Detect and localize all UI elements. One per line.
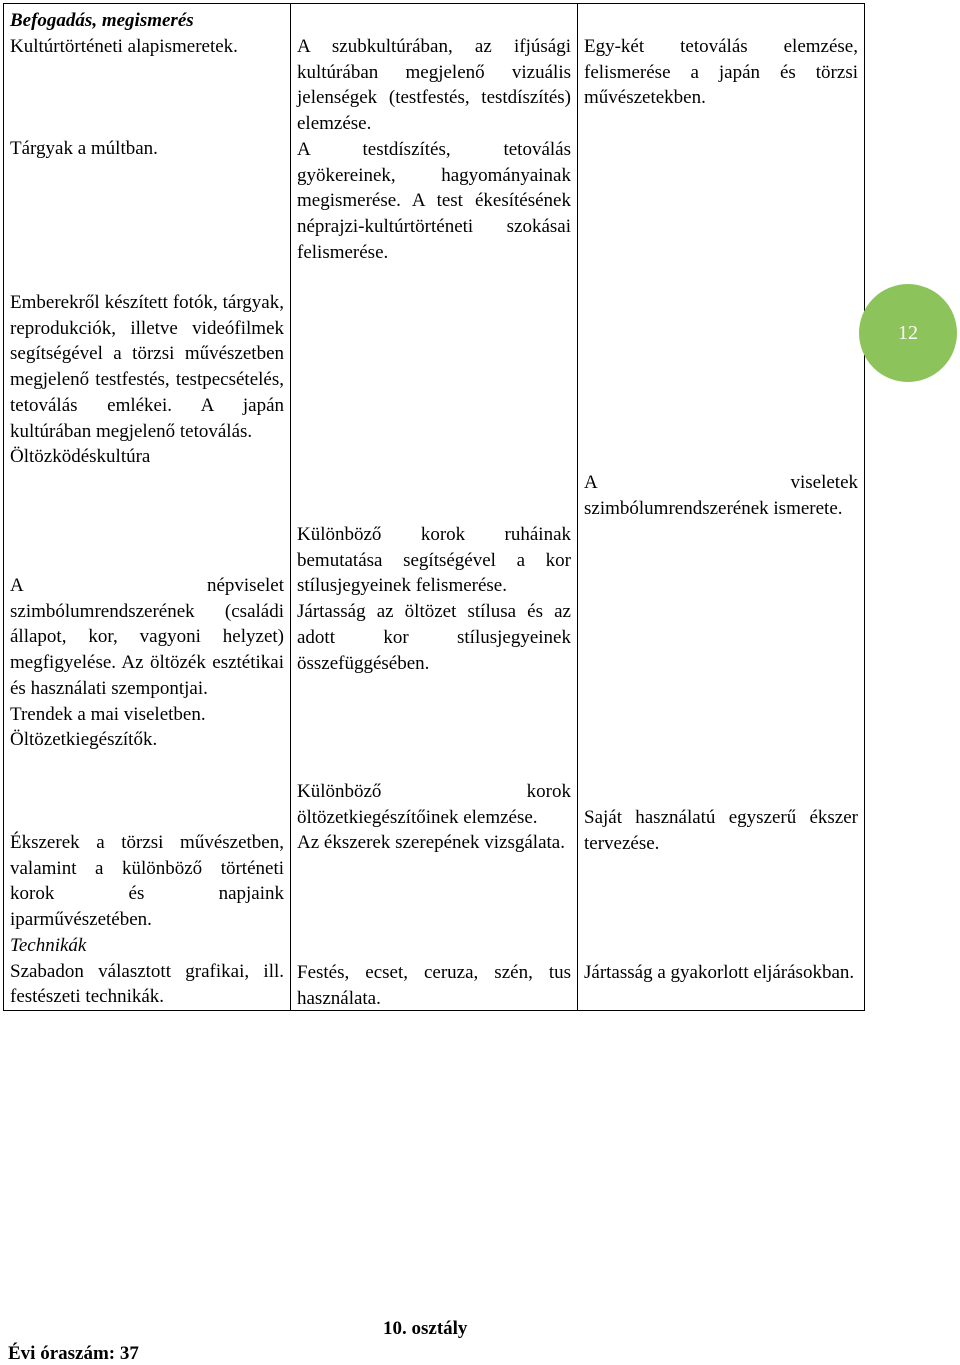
- page-number: 12: [898, 321, 918, 344]
- col2-block-techniques: [297, 960, 571, 1011]
- paragraph: Különböző korok ruháinak bemutatása segítségével a kor stílusjegyeinek felismerése.: [297, 524, 571, 597]
- col3-block-tattoo: [584, 34, 858, 111]
- paragraph: Jártasság az öltözet stílusa és az adott kor stílusjegyeinek összefüggésében.: [297, 601, 571, 674]
- paragraph: Ékszerek a törzsi művészetben, valamint a különböző történeti korok és napjaink iparművészetében.: [10, 832, 284, 931]
- text-line: Öltözködéskultúra: [10, 446, 151, 468]
- paragraph: Különböző korok öltözetkiegészítőinek elemzése.: [297, 781, 571, 828]
- col3-block-practice: [584, 960, 858, 986]
- text-line: Tárgyak a múltban.: [10, 138, 158, 159]
- col2-block-accessories: [297, 779, 571, 856]
- paragraph: A testdíszítés, tetoválás gyökereinek, hagyományainak megismerése. A test ékesítésének néprajzi-kultúrtörténeti szokásai felismerése.: [297, 138, 571, 263]
- paragraph: A szubkultúrában, az ifjúsági kultúrában megjelenő vizuális jelenségek (testfestés, testdíszítés) elemzése.: [297, 36, 571, 135]
- col1-block-objects: [10, 136, 284, 162]
- col1-block-intro: [10, 8, 284, 59]
- column-activities: [291, 4, 578, 1011]
- col2-block-clothing: [297, 522, 571, 676]
- column-outcomes: [578, 4, 865, 1011]
- paragraph: Szabadon választott grafikai, ill. festészeti technikák.: [10, 960, 284, 1008]
- col2-block-subculture: [297, 34, 571, 265]
- paragraph: Saját használatú egyszerű ékszer tervezése.: [584, 807, 858, 854]
- paragraph: A népviselet szimbólumrendszerének (családi állapot, kor, vagyoni helyzet) megfigyelése. Az öltözék esztétikai és használati szempontjai.: [10, 575, 284, 699]
- col3-block-symbols: [584, 470, 858, 521]
- text-line: Trendek a mai viseletben.: [10, 703, 206, 725]
- annual-hours-label: Évi óraszám: 37: [8, 1343, 139, 1364]
- column-content: [4, 4, 291, 1011]
- curriculum-table: [3, 3, 865, 1011]
- page-number-badge: [859, 284, 957, 382]
- paragraph: Egy-két tetoválás elemzése, felismerése a japán és törzsi művészetekben.: [584, 36, 858, 109]
- col1-block-body-decoration: [10, 290, 284, 470]
- paragraph: Festés, ecset, ceruza, szén, tus használata.: [297, 962, 571, 1009]
- section-heading: Technikák: [10, 934, 87, 956]
- paragraph: Jártasság a gyakorlott eljárásokban.: [584, 962, 855, 983]
- paragraph: Az ékszerek szerepének vizsgálata.: [297, 832, 565, 854]
- text-line: Kultúrtörténeti alapismeretek.: [10, 35, 238, 57]
- text-line: Öltözetkiegészítők.: [10, 729, 158, 751]
- col1-block-jewellery: [10, 830, 284, 1010]
- paragraph: A viseletek szimbólumrendszerének ismerete.: [584, 472, 858, 519]
- col1-block-folk-costume: [10, 573, 284, 753]
- paragraph: Emberekről készített fotók, tárgyak, reprodukciók, illetve videófilmek segítségével a törzsi művészetben megjelenő testfestés, testpecsételés, tetoválás emlékei. A japán kultúrában megjelenő tetoválás.: [10, 292, 284, 442]
- section-heading: Befogadás, megismerés: [10, 10, 194, 31]
- grade-label: 10. osztály: [383, 1318, 468, 1339]
- col3-block-jewellery-design: [584, 805, 858, 856]
